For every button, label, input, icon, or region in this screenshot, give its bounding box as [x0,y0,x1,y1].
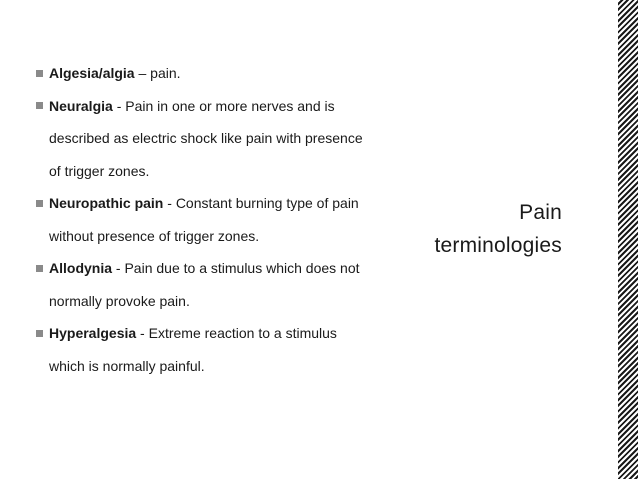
square-bullet-icon [36,187,49,220]
bullet-item [36,252,366,317]
bullet-term: Hyperalgesia [49,325,137,341]
bullet-separator: - [136,325,149,341]
square-bullet-icon [36,317,49,350]
slide-title-line1: Pain [519,201,562,224]
bullet-term: Algesia/algia [49,65,135,81]
bullet-definition: Constant burning type of pain without presence of trigger zones. [49,195,359,244]
bullet-text [49,187,366,252]
bullet-text [49,317,366,382]
decorative-stripe-bar [618,0,638,479]
bullet-item [36,317,366,382]
bullet-separator: - [163,195,176,211]
bullet-separator: - [112,260,125,276]
bullet-text [49,90,366,188]
bullet-definition: Extreme reaction to a stimulus which is normally painful. [49,325,337,374]
square-bullet-icon [36,90,49,123]
bullet-separator: - [112,97,126,114]
bullet-term: Neuropathic pain [49,195,164,211]
bullet-item [36,187,366,252]
bullet-list [36,57,366,382]
bullet-text [49,252,366,317]
bullet-term: Neuralgia [49,97,113,114]
bullet-item [36,90,366,188]
bullet-separator: – [134,65,151,81]
square-bullet-icon [36,57,49,90]
bullet-item [36,57,366,90]
bullet-term: Allodynia [49,260,113,276]
bullet-definition: Pain due to a stimulus which does not normally provoke pain. [49,260,360,309]
slide-title-line2: terminologies [434,234,562,257]
bullet-text [49,57,366,90]
square-bullet-icon [36,252,49,285]
slide-title [435,196,563,262]
bullet-definition: Pain in one or more nerves and is described as electric shock like pain with presence of trigger zones. [49,97,363,179]
bullet-definition: pain. [150,65,181,81]
